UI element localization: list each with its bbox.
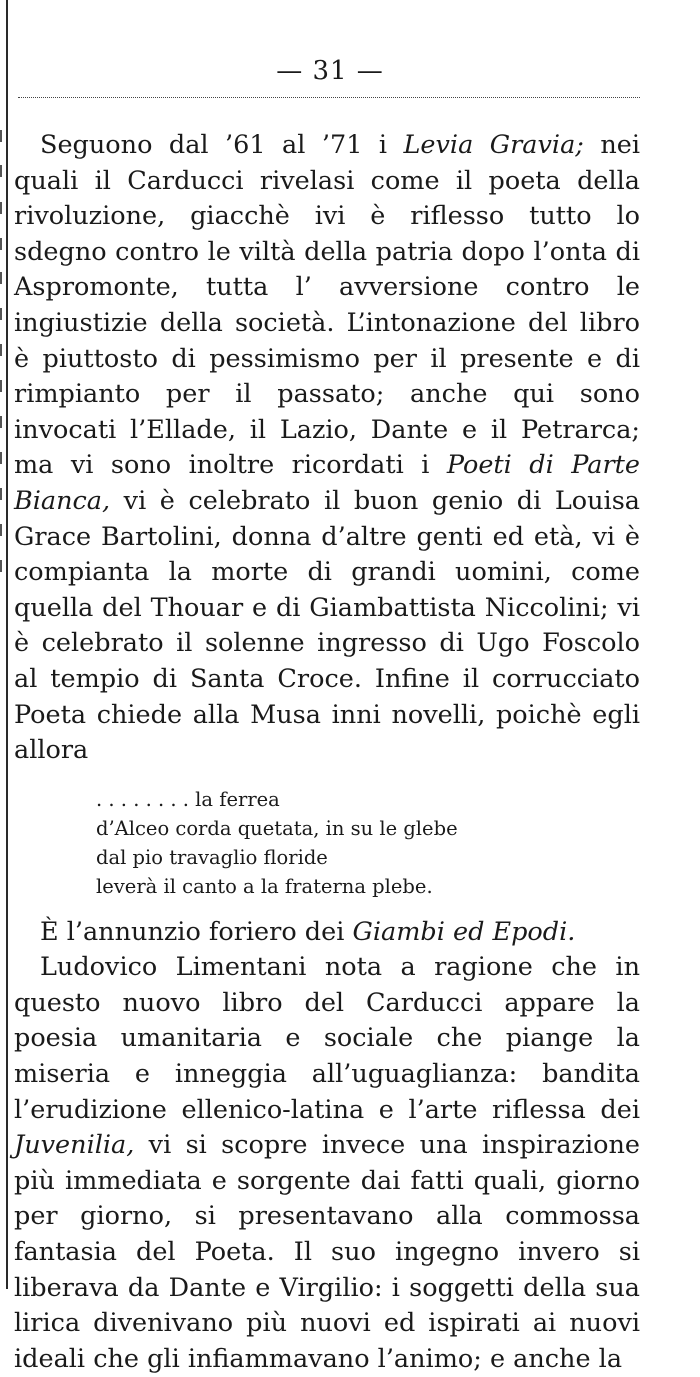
book-title-giambi-ed-epodi: Giambi ed Epodi. xyxy=(352,916,576,947)
paragraph-text: È l’annunzio foriero dei xyxy=(40,916,353,947)
verse-ellipsis: . . . . . . . . xyxy=(96,787,189,811)
paragraph-limentani xyxy=(14,950,640,1377)
verse-line: dal pio travaglio floride xyxy=(96,845,328,869)
book-title-poeti-di-parte-bianca: Poeti di Parte Bianca, xyxy=(14,450,640,516)
paragraph-giambi-ed-epodi xyxy=(14,915,640,951)
paragraph-text: vi si scopre invece una inspirazione più immediata e sorgente dai fatti quali, giorno per giorno, si presentavano alla commossa fantasia del Poeta. Il suo ingegno invero si liberava da Dante e Virgilio: i soggetti della sua lirica divenivano più nuovi ed ispirati ai nuovi ideali che gli infiammavano l’animo; e anche la xyxy=(14,1130,640,1374)
verse-line xyxy=(96,785,640,814)
paragraph-text: Seguono dal ’61 al ’71 i xyxy=(40,130,404,160)
gutter-marks xyxy=(0,120,10,820)
verse-quotation xyxy=(96,785,640,901)
header-rule xyxy=(18,97,640,98)
book-title-juvenilia: Juvenilia, xyxy=(14,1130,135,1161)
book-title-levia-gravia: Levia Gravia; xyxy=(403,130,584,160)
paragraph-text: vi è celebrato il buon genio di Louisa Grace Bartolini, donna d’altre genti ed età, vi è compianta la morte di grandi uomini, come quella del Thouar e di Giambattista Niccolini; vi è celebrato il solenne ingresso di Ugo Foscolo al tempio di Santa Croce. Infine il corrucciato Poeta chiede alla Musa inni novelli, poichè egli allora xyxy=(14,485,640,766)
verse-line: leverà il canto a la fraterna plebe. xyxy=(96,874,433,898)
body-text xyxy=(14,128,640,1377)
paragraph-text: nei quali il Carducci rivelasi come il poeta della rivoluzione, giacchè ivi è riflesso tutto lo sdegno contro le viltà della patria dopo l’onta di Aspromonte, tutta l’ avversione contro le ingiustizie della società. L’intonazione del libro è piuttosto di pessimismo per il presente e di rimpianto per il passato; anche qui sono invocati l’Ellade, il Lazio, Dante e il Petrarca; ma vi sono inoltre ricordati i xyxy=(14,130,641,481)
paragraph-levia-gravia xyxy=(14,128,640,769)
page-number: — 31 — xyxy=(276,56,384,86)
paragraph-text: Ludovico Limentani nota a ragione che in questo nuovo libro del Carducci appare la poesia umanitaria e sociale che piange la miseria e inneggia all’uguaglianza: bandita l’erudizione ellenico-latina e l’arte riflessa dei xyxy=(14,952,640,1125)
verse-text: la ferrea xyxy=(188,787,280,811)
verse-line: d’Alceo corda quetata, in su le glebe xyxy=(96,816,458,840)
